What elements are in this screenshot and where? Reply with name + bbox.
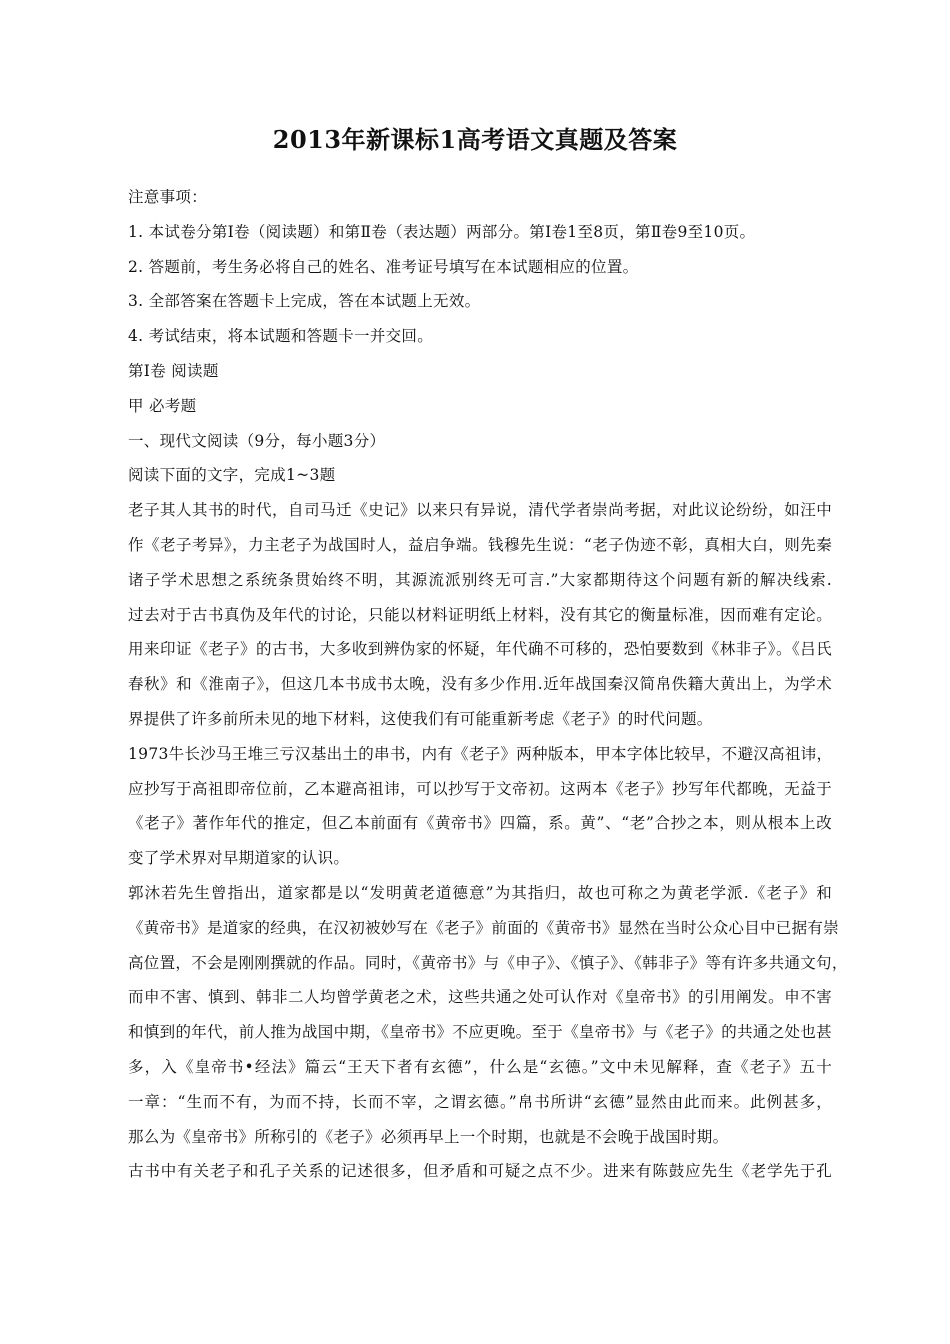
paragraph-line: 应抄写于高祖即帝位前，乙本避高祖讳，可以抄写于文帝初。这两本《老子》抄写年代都晚，无益于 [128,779,832,798]
paragraph-line: 一章：“生而不有，为而不持，长而不宰，之谓玄德。”帛书所讲“玄德”显然由此而来。此例甚多， [128,1092,832,1111]
note-item-3: 3. 全部答案在答题卡上完成，答在本试题上无效。 [128,292,481,311]
volume-heading: 第Ⅰ卷 阅读题 [128,361,219,380]
passage-paragraph-2 [128,737,832,876]
paragraph-line: 作《老子考异》，力主老子为战国时人，益启争端。钱穆先生说：“老子伪迹不彰，真相大白，则先秦 [128,535,832,554]
paragraph-line: 界提供了许多前所未见的地下材料，这使我们有可能重新考虑《老子》的时代问题。 [128,709,713,728]
note-item-2: 2. 答题前，考生务必将自己的姓名、准考证号填写在本试题相应的位置。 [128,257,639,276]
page-title: 2013年新课标1高考语文真题及答案 [272,125,678,154]
paragraph-line: 和慎到的年代，前人推为战国中期，《皇帝书》不应更晚。至于《皇帝书》与《老子》的共通之处也甚 [128,1023,832,1042]
paragraph-line: 过去对于古书真伪及年代的讨论，只能以材料证明纸上材料，没有其它的衡量标准，因而难有定论。 [128,605,832,624]
paragraph-line: 古书中有关老子和孔子关系的记述很多，但矛盾和可疑之点不少。进来有陈鼓应先生《老学先于孔 [128,1162,832,1181]
part-heading: 甲 必考题 [128,396,197,415]
paragraph-line: 《黄帝书》是道家的经典，在汉初被妙写在《老子》前面的《黄帝书》显然在当时公众心目中已据有崇 [128,918,840,937]
paragraph-line: 《老子》著作年代的推定，但乙本前面有《黄帝书》四篇，系。黄”、“老”合抄之本，则从根本上改 [128,814,832,833]
notes-heading: 注意事项： [128,188,208,206]
reading-instruction: 阅读下面的文字，完成1~3题 [128,466,336,485]
passage-paragraph-1 [128,493,832,737]
paragraph-line: 春秋》和《淮南子》，但这几本书成书太晚，没有多少作用.近年战国秦汉简帛佚籍大黄出上，为学术 [128,675,832,694]
paragraph-line: 1973牛长沙马王堆三亏汉基出土的串书，内有《老子》两种版本，甲本字体比较早，不避汉高祖讳， [128,744,833,763]
paragraph-line: 多，入《皇帝书•经法》篇云“王天下者有玄德”，什么是“玄德。”文中未见解释，查《老子》五十 [128,1057,832,1076]
paragraph-line: 用来印证《老子》的古书，大多收到辨伪家的怀疑，年代确不可移的，恐怕要数到《林非子》。《吕氏 [128,640,832,659]
passage-paragraph-4 [128,1154,832,1189]
paragraph-line: 而申不害、慎到、韩非二人均曾学黄老之术，这些共通之处可认作对《皇帝书》的引用阐发。申不害 [128,988,832,1007]
question-group-heading: 一、现代文阅读（9分，每小题3分） [128,431,386,450]
paragraph-line: 郭沐若先生曾指出，道家都是以“发明黄老道德意”为其指归，故也可称之为黄老学派.《老子》和 [128,883,832,902]
note-item-1: 1. 本试卷分第Ⅰ卷（阅读题）和第Ⅱ卷（表达题）两部分。第Ⅰ卷1至8页，第Ⅱ卷9至10页。 [128,222,756,241]
paragraph-line: 高位置，不会是刚刚撰就的作品。同时，《黄帝书》与《申子》、《慎子》、《韩非子》等有许多共通文句， [128,953,848,972]
passage-paragraph-3 [128,876,848,1154]
paragraph-line: 变了学术界对早期道家的认识。 [128,849,350,868]
paragraph-line: 老子其人其书的时代，自司马迁《史记》以来只有异说，清代学者崇尚考据，对此议论纷纷，如汪中 [128,501,832,520]
paragraph-line: 诸子学术思想之系统条贯始终不明，其源流派别终无可言.”大家都期待这个问题有新的解决线索. [128,570,832,589]
note-item-4: 4. 考试结束，将本试题和答题卡一并交回。 [128,327,434,346]
paragraph-line: 那么为《皇帝书》所称引的《老子》必须再早上一个时期，也就是不会晚于战国时期。 [128,1127,729,1146]
document-body [128,180,848,1189]
